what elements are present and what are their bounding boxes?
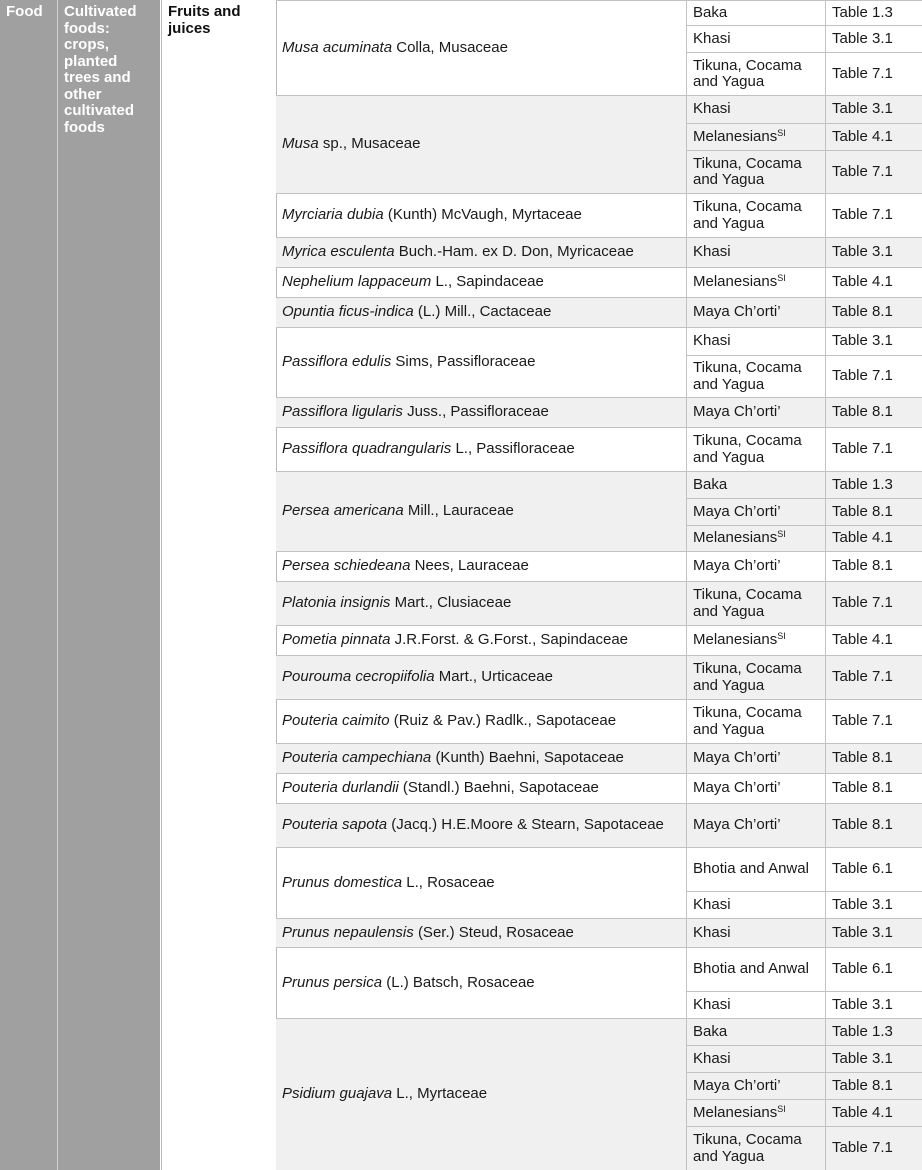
table-ref-cell bbox=[825, 95, 922, 123]
use-column bbox=[161, 0, 277, 1170]
group-cell bbox=[686, 0, 825, 25]
table-ref-cell bbox=[825, 471, 922, 498]
species-name: Persea americana bbox=[282, 502, 404, 520]
group-cell bbox=[686, 1045, 825, 1072]
species-name: Passiflora edulis bbox=[282, 353, 392, 371]
group-name: Bhotia and Anwal bbox=[693, 860, 809, 878]
table-ref: Table 4.1 bbox=[832, 273, 893, 291]
table-ref-cell bbox=[825, 918, 922, 947]
use-label: Fruits and juices bbox=[168, 3, 241, 37]
group-cell bbox=[686, 525, 825, 551]
species-name: Pometia pinnata bbox=[282, 631, 391, 649]
group-cell bbox=[686, 25, 825, 52]
group-name: Tikuna, Cocama and Yagua bbox=[693, 704, 802, 738]
species-authority: (L.) Batsch, Rosaceae bbox=[386, 973, 535, 991]
group-name: Baka bbox=[693, 1022, 728, 1040]
table-ref-cell bbox=[825, 699, 922, 743]
group-name: Maya Ch’orti’ bbox=[693, 749, 781, 767]
species-cell bbox=[276, 0, 686, 95]
table-ref-cell bbox=[825, 1045, 922, 1072]
table-ref: Table 6.1 bbox=[832, 960, 893, 978]
group-cell bbox=[686, 655, 825, 699]
group-name: Tikuna, Cocama and Yagua bbox=[693, 586, 802, 620]
species-authority: Mill., Lauraceae bbox=[407, 502, 514, 520]
group-superscript: SI bbox=[777, 1103, 786, 1114]
species-cell bbox=[276, 397, 686, 427]
table-ref: Table 3.1 bbox=[832, 995, 893, 1013]
species-cell bbox=[276, 297, 686, 327]
group-cell bbox=[686, 498, 825, 525]
group-cell bbox=[686, 150, 825, 193]
table-ref-cell bbox=[825, 327, 922, 355]
species-cell bbox=[276, 267, 686, 297]
species-authority: (Kunth) McVaugh, Myrtaceae bbox=[387, 206, 582, 224]
group-cell bbox=[686, 1072, 825, 1099]
species-name: Musa acuminata bbox=[282, 38, 393, 56]
subcategory-label: Cultivated foods: crops, planted trees and other cultivated foods bbox=[64, 3, 137, 136]
group-cell bbox=[686, 397, 825, 427]
species-name: Prunus nepaulensis bbox=[282, 923, 414, 941]
species-authority: L., Passifloraceae bbox=[455, 440, 575, 458]
species-name: Musa bbox=[282, 135, 319, 153]
group-name: Maya Ch’orti’ bbox=[693, 303, 781, 321]
table-ref-cell bbox=[825, 581, 922, 625]
group-cell bbox=[686, 471, 825, 498]
species-cell bbox=[276, 655, 686, 699]
table-ref: Table 8.1 bbox=[832, 303, 893, 321]
group-name: Khasi bbox=[693, 923, 731, 941]
species-authority: Juss., Passifloraceae bbox=[407, 403, 549, 421]
table-ref-cell bbox=[825, 498, 922, 525]
group-cell bbox=[686, 237, 825, 267]
category-column bbox=[0, 0, 58, 1170]
table-ref: Table 3.1 bbox=[832, 923, 893, 941]
group-name: Tikuna, Cocama and Yagua bbox=[693, 154, 802, 188]
species-authority: L., Sapindaceae bbox=[435, 273, 544, 291]
species-authority: Buch.-Ham. ex D. Don, Myricaceae bbox=[398, 243, 634, 261]
species-cell bbox=[276, 918, 686, 947]
species-cell bbox=[276, 551, 686, 581]
group-cell bbox=[686, 95, 825, 123]
table-ref-cell bbox=[825, 947, 922, 991]
group-name: Khasi bbox=[693, 332, 731, 350]
group-name: Khasi bbox=[693, 995, 731, 1013]
group-name: Maya Ch’orti’ bbox=[693, 816, 781, 834]
group-cell bbox=[686, 327, 825, 355]
table-ref: Table 7.1 bbox=[832, 64, 893, 82]
table-ref: Table 3.1 bbox=[832, 29, 893, 47]
group-name: Khasi bbox=[693, 100, 731, 118]
species-name: Pouteria caimito bbox=[282, 712, 390, 730]
species-cell bbox=[276, 773, 686, 803]
species-authority: Sims, Passifloraceae bbox=[395, 353, 536, 371]
species-cell bbox=[276, 327, 686, 397]
species-cell bbox=[276, 95, 686, 193]
group-superscript: SI bbox=[777, 127, 786, 138]
table-ref-cell bbox=[825, 1099, 922, 1126]
group-cell bbox=[686, 1018, 825, 1045]
species-name: Nephelium lappaceum bbox=[282, 273, 432, 291]
species-authority: sp., Musaceae bbox=[322, 135, 421, 153]
table-ref: Table 7.1 bbox=[832, 440, 893, 458]
species-name: Pourouma cecropiifolia bbox=[282, 668, 435, 686]
group-name: Tikuna, Cocama and Yagua bbox=[693, 1131, 802, 1165]
group-name: Maya Ch’orti’ bbox=[693, 502, 781, 520]
table-ref: Table 8.1 bbox=[832, 1076, 893, 1094]
species-cell bbox=[276, 427, 686, 471]
table-ref: Table 7.1 bbox=[832, 1139, 893, 1157]
group-cell bbox=[686, 123, 825, 150]
group-cell bbox=[686, 699, 825, 743]
group-cell bbox=[686, 355, 825, 397]
category-label: Food bbox=[6, 3, 43, 20]
group-cell bbox=[686, 891, 825, 918]
group-cell bbox=[686, 947, 825, 991]
group-superscript: SI bbox=[777, 529, 786, 540]
group-name: Melanesians bbox=[693, 127, 778, 145]
species-authority: (Jacq.) H.E.Moore & Stearn, Sapotaceae bbox=[391, 816, 664, 834]
table-ref-cell bbox=[825, 427, 922, 471]
table-ref: Table 1.3 bbox=[832, 475, 893, 493]
species-authority: Mart., Clusiaceae bbox=[394, 594, 512, 612]
table-ref-cell bbox=[825, 193, 922, 237]
table-ref-cell bbox=[825, 397, 922, 427]
group-name: Bhotia and Anwal bbox=[693, 960, 809, 978]
table-ref: Table 8.1 bbox=[832, 779, 893, 797]
species-name: Myrciaria dubia bbox=[282, 206, 384, 224]
species-authority: L., Rosaceae bbox=[406, 873, 495, 891]
species-cell bbox=[276, 625, 686, 655]
group-cell bbox=[686, 52, 825, 95]
species-name: Platonia insignis bbox=[282, 594, 391, 612]
table-ref: Table 7.1 bbox=[832, 367, 893, 385]
table-ref-cell bbox=[825, 991, 922, 1018]
table-ref-cell bbox=[825, 743, 922, 773]
group-cell bbox=[686, 193, 825, 237]
table-ref-cell bbox=[825, 267, 922, 297]
table-ref: Table 8.1 bbox=[832, 749, 893, 767]
species-name: Persea schiedeana bbox=[282, 557, 411, 575]
table-ref: Table 7.1 bbox=[832, 712, 893, 730]
group-name: Khasi bbox=[693, 895, 731, 913]
table-ref-cell bbox=[825, 551, 922, 581]
table-ref-cell bbox=[825, 123, 922, 150]
species-cell bbox=[276, 471, 686, 551]
group-name: Melanesians bbox=[693, 631, 778, 649]
species-name: Myrica esculenta bbox=[282, 243, 395, 261]
table-ref-cell bbox=[825, 1072, 922, 1099]
table-ref: Table 3.1 bbox=[832, 332, 893, 350]
table-ref-cell bbox=[825, 847, 922, 891]
table-ref-cell bbox=[825, 237, 922, 267]
group-name: Maya Ch’orti’ bbox=[693, 557, 781, 575]
species-authority: Mart., Urticaceae bbox=[438, 668, 553, 686]
species-authority: (Kunth) Baehni, Sapotaceae bbox=[435, 749, 624, 767]
species-authority: (L.) Mill., Cactaceae bbox=[417, 303, 552, 321]
table-ref: Table 4.1 bbox=[832, 127, 893, 145]
species-authority: J.R.Forst. & G.Forst., Sapindaceae bbox=[394, 631, 629, 649]
group-name: Maya Ch’orti’ bbox=[693, 403, 781, 421]
group-cell bbox=[686, 803, 825, 847]
group-name: Khasi bbox=[693, 243, 731, 261]
group-cell bbox=[686, 1126, 825, 1170]
group-cell bbox=[686, 991, 825, 1018]
group-cell bbox=[686, 267, 825, 297]
species-authority: Nees, Lauraceae bbox=[414, 557, 529, 575]
group-cell bbox=[686, 1099, 825, 1126]
table-ref-cell bbox=[825, 525, 922, 551]
species-name: Pouteria campechiana bbox=[282, 749, 432, 767]
table-ref: Table 3.1 bbox=[832, 1049, 893, 1067]
group-name: Khasi bbox=[693, 29, 731, 47]
table-ref: Table 8.1 bbox=[832, 816, 893, 834]
species-cell bbox=[276, 193, 686, 237]
table-ref-cell bbox=[825, 625, 922, 655]
species-cell bbox=[276, 237, 686, 267]
group-name: Tikuna, Cocama and Yagua bbox=[693, 432, 802, 466]
species-name: Passiflora ligularis bbox=[282, 403, 403, 421]
group-name: Melanesians bbox=[693, 529, 778, 547]
table-ref: Table 7.1 bbox=[832, 206, 893, 224]
species-cell bbox=[276, 699, 686, 743]
species-cell bbox=[276, 847, 686, 918]
group-cell bbox=[686, 743, 825, 773]
species-authority: L., Myrtaceae bbox=[396, 1085, 488, 1103]
table-ref: Table 7.1 bbox=[832, 162, 893, 180]
group-name: Tikuna, Cocama and Yagua bbox=[693, 359, 802, 393]
species-cell bbox=[276, 803, 686, 847]
table-ref-cell bbox=[825, 891, 922, 918]
table-ref: Table 7.1 bbox=[832, 594, 893, 612]
table-ref: Table 8.1 bbox=[832, 502, 893, 520]
species-name: Pouteria durlandii bbox=[282, 779, 399, 797]
table-ref: Table 7.1 bbox=[832, 668, 893, 686]
table-ref-cell bbox=[825, 52, 922, 95]
group-cell bbox=[686, 625, 825, 655]
table-ref: Table 4.1 bbox=[832, 529, 893, 547]
species-cell bbox=[276, 1018, 686, 1170]
table-ref: Table 4.1 bbox=[832, 1103, 893, 1121]
table-ref: Table 4.1 bbox=[832, 631, 893, 649]
group-name: Maya Ch’orti’ bbox=[693, 779, 781, 797]
group-cell bbox=[686, 847, 825, 891]
group-name: Khasi bbox=[693, 1049, 731, 1067]
table-ref: Table 8.1 bbox=[832, 557, 893, 575]
species-authority: (Ser.) Steud, Rosaceae bbox=[417, 923, 574, 941]
table-ref-cell bbox=[825, 803, 922, 847]
table-ref-cell bbox=[825, 0, 922, 25]
species-authority: (Ruiz & Pav.) Radlk., Sapotaceae bbox=[393, 712, 617, 730]
species-authority: (Standl.) Baehni, Sapotaceae bbox=[402, 779, 599, 797]
group-name: Tikuna, Cocama and Yagua bbox=[693, 660, 802, 694]
table-ref-cell bbox=[825, 355, 922, 397]
species-name: Pouteria sapota bbox=[282, 816, 388, 834]
species-name: Passiflora quadrangularis bbox=[282, 440, 452, 458]
group-superscript: SI bbox=[777, 631, 786, 642]
group-cell bbox=[686, 427, 825, 471]
species-name: Opuntia ficus-indica bbox=[282, 303, 414, 321]
table-ref-cell bbox=[825, 655, 922, 699]
species-cell bbox=[276, 947, 686, 1018]
group-name: Maya Ch’orti’ bbox=[693, 1076, 781, 1094]
group-name: Tikuna, Cocama and Yagua bbox=[693, 198, 802, 232]
table-ref-cell bbox=[825, 150, 922, 193]
group-cell bbox=[686, 773, 825, 803]
species-name: Psidium guajava bbox=[282, 1085, 393, 1103]
table-ref-cell bbox=[825, 773, 922, 803]
species-cell bbox=[276, 743, 686, 773]
species-name: Prunus domestica bbox=[282, 873, 403, 891]
table-ref-cell bbox=[825, 25, 922, 52]
group-name: Melanesians bbox=[693, 1103, 778, 1121]
subcategory-column bbox=[58, 0, 160, 1170]
table-ref-cell bbox=[825, 1126, 922, 1170]
table-ref: Table 6.1 bbox=[832, 860, 893, 878]
group-cell bbox=[686, 297, 825, 327]
group-name: Melanesians bbox=[693, 273, 778, 291]
group-cell bbox=[686, 581, 825, 625]
group-name: Baka bbox=[693, 475, 728, 493]
species-authority: Colla, Musaceae bbox=[396, 38, 508, 56]
table-ref: Table 8.1 bbox=[832, 403, 893, 421]
group-name: Tikuna, Cocama and Yagua bbox=[693, 56, 802, 90]
group-name: Baka bbox=[693, 3, 728, 21]
table-ref: Table 1.3 bbox=[832, 1022, 893, 1040]
table-ref-cell bbox=[825, 1018, 922, 1045]
group-cell bbox=[686, 551, 825, 581]
table-ref: Table 1.3 bbox=[832, 3, 893, 21]
species-name: Prunus persica bbox=[282, 973, 383, 991]
species-cell bbox=[276, 581, 686, 625]
group-cell bbox=[686, 918, 825, 947]
group-superscript: SI bbox=[777, 273, 786, 284]
table-ref: Table 3.1 bbox=[832, 895, 893, 913]
table-ref: Table 3.1 bbox=[832, 100, 893, 118]
table-ref-cell bbox=[825, 297, 922, 327]
table-ref: Table 3.1 bbox=[832, 243, 893, 261]
